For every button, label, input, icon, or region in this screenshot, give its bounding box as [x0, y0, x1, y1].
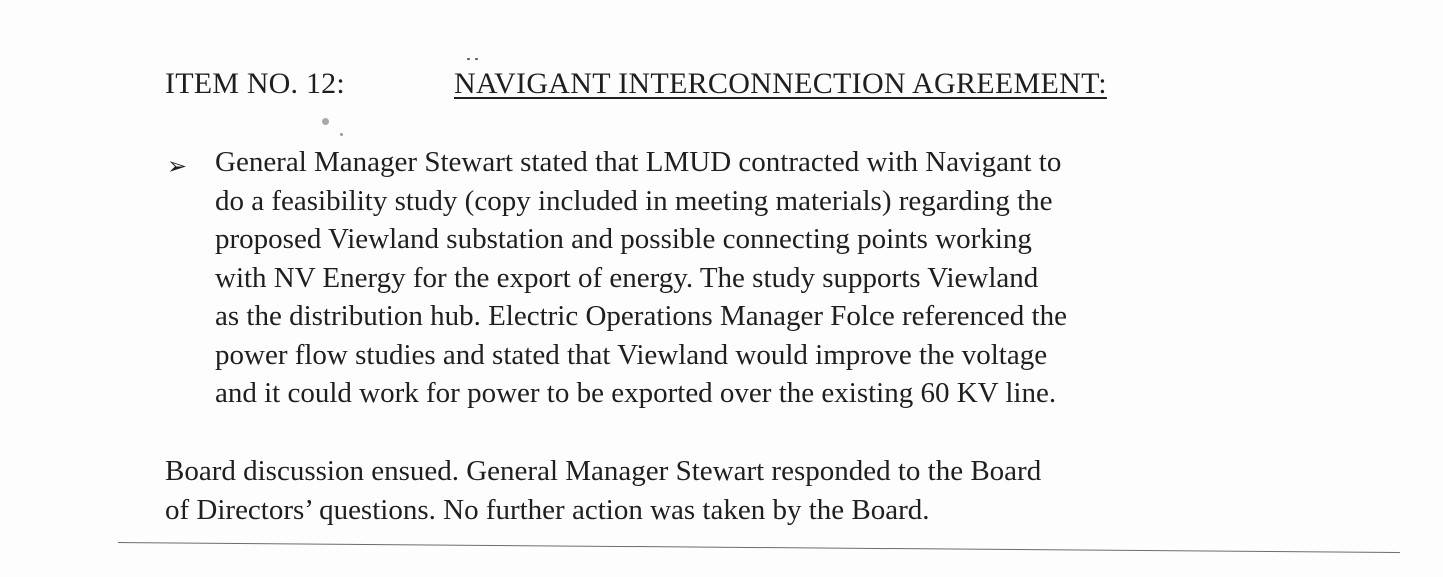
- arrowhead-bullet-icon: ➢: [167, 152, 188, 180]
- bullet-line: and it could work for power to be exported over the existing 60 KV line.: [215, 377, 1057, 409]
- paragraph-line: of Directors’ questions. No further action was taken by the Board.: [165, 493, 930, 526]
- section-divider: [118, 542, 1400, 553]
- scan-speck: [340, 133, 343, 136]
- bullet-text: [215, 143, 1330, 413]
- bullet-line: power flow studies and stated that Viewland would improve the voltage: [215, 338, 1048, 371]
- scan-speck: [467, 58, 470, 60]
- bullet-line: with NV Energy for the export of energy. The study supports Viewland: [215, 261, 1039, 294]
- item-heading: [165, 64, 1315, 104]
- bullet-line: General Manager Stewart stated that LMUD contracted with Navigant to: [215, 146, 1062, 178]
- paragraph-line: Board discussion ensued. General Manager Stewart responded to the Board: [165, 455, 1042, 487]
- item-number-label: ITEM NO. 12:: [165, 67, 345, 100]
- scan-speck: [322, 118, 329, 125]
- bullet-line: proposed Viewland substation and possible connecting points working: [215, 223, 1032, 255]
- item-title: NAVIGANT INTERCONNECTION AGREEMENT:: [454, 67, 1107, 100]
- bullet-line: do a feasibility study (copy included in meeting materials) regarding the: [215, 184, 1053, 217]
- scan-speck: [475, 58, 478, 60]
- bullet-line: as the distribution hub. Electric Operations Manager Folce referenced the: [215, 300, 1067, 332]
- board-paragraph: [165, 452, 1345, 529]
